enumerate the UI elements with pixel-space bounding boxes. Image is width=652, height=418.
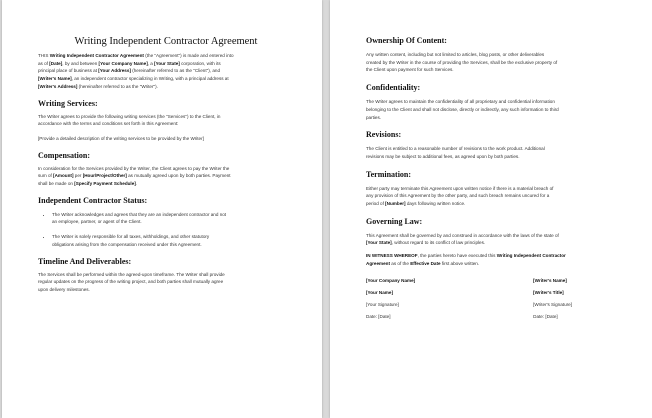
intro-text: corporation, with its [179, 60, 221, 66]
section-heading-revisions: Revisions: [366, 130, 402, 140]
compensation-text: shall be made on [38, 181, 75, 187]
status-text: obligations arising from the compensation received under this Agreement. [52, 241, 202, 247]
intro-text: THIS [38, 53, 50, 58]
section-heading-timeline: Timeline And Deliverables: [38, 256, 132, 266]
revisions-text: revisions may be subject to additional fees, as agreed upon by both parties. [366, 153, 520, 159]
payment-schedule-placeholder: [Specify Payment Schedule] [74, 181, 136, 187]
witness-paragraph [366, 252, 630, 267]
company-name-placeholder: [Your Company Name] [98, 60, 148, 66]
section-heading-writing-services: Writing Services: [38, 98, 98, 108]
governing-paragraph [366, 232, 630, 247]
status-bullet-list [38, 211, 300, 249]
document-title: Writing Independent Contractor Agreement [74, 36, 258, 47]
document-page-1 [2, 0, 322, 418]
revisions-paragraph [366, 145, 630, 160]
state-placeholder: [Your State] [154, 60, 180, 66]
confidentiality-text: The Writer agrees to maintain the confidentiality of all proprietary and confidential information [366, 99, 555, 105]
section-heading-termination: Termination: [366, 169, 412, 179]
rate-unit-placeholder: [Hour/Project/Other] [82, 173, 127, 179]
address-placeholder: [Your Address] [98, 68, 131, 74]
agreement-name: Agreement [366, 260, 390, 266]
services-description-placeholder: [Provide a detailed description of the writing services to be provided by the Writer] [38, 135, 204, 141]
compensation-text: . [135, 181, 138, 187]
section-heading-contractor-status: Independent Contractor Status: [38, 195, 148, 205]
ownership-paragraph [366, 51, 630, 74]
witness-text: as of the [390, 260, 411, 266]
client-date-placeholder: Date: [Date] [366, 314, 391, 320]
timeline-text: regular updates on the progress of the writing project, and both parties shall mutually agree [38, 279, 224, 285]
governing-text: , without regard to its conflict of law principles. [391, 240, 486, 246]
client-signature-placeholder: [Your Signature] [366, 301, 399, 307]
compensation-text: sum of [38, 173, 54, 179]
termination-text: days following written notice. [405, 201, 466, 207]
confidentiality-paragraph [366, 98, 630, 121]
effective-date: Effective Date [410, 260, 441, 266]
intro-paragraph [38, 52, 300, 91]
number-placeholder: [Number] [385, 201, 406, 207]
client-signature-column [366, 275, 415, 324]
confidentiality-text: parties. [366, 114, 382, 120]
intro-text: (the "Agreement") is made and entered into [143, 53, 234, 58]
intro-text: , an independent contractor specializing in Writing, with a principal address at [71, 76, 229, 82]
writer-name-placeholder: [Writer's Name] [533, 277, 567, 283]
intro-text: (hereinafter referred to as the "Client"), and [130, 68, 220, 74]
document-page-2 [330, 0, 652, 418]
intro-text: , a [147, 60, 155, 66]
signature-block [366, 275, 572, 324]
witness-heading: IN WITNESS WHEREOF [366, 253, 418, 259]
confidentiality-text: belonging to the Client and shall not disclose, directly or indirectly, any such information to third [366, 106, 559, 112]
writer-name-placeholder: [Writer's Name] [38, 76, 72, 82]
timeline-paragraph [38, 271, 300, 294]
intro-text: (hereinafter referred to as the "Writer"). [77, 83, 158, 89]
timeline-text: The Services shall be performed within the agreed-upon timeframe. The Writer shall provide [38, 271, 225, 277]
compensation-text: per [73, 173, 83, 179]
termination-text: period of [366, 201, 386, 207]
intro-text: , by and between [62, 60, 99, 66]
writer-title-placeholder: [Writer's Title] [533, 289, 564, 295]
compensation-paragraph [38, 165, 300, 188]
agreement-name: Writing Independent Contractor Agreement [49, 53, 144, 58]
revisions-text: The Client is entitled to a reasonable number of revisions to the work product. Additional [366, 146, 545, 152]
witness-text: , the parties hereto have executed this [417, 253, 497, 259]
date-placeholder: [Date] [49, 60, 63, 66]
client-name-placeholder: [Your Name] [366, 289, 393, 295]
services-text: The Writer agrees to provide the following writing services (the "Services") to the Client, in [38, 113, 221, 119]
writer-signature-column [533, 275, 572, 324]
termination-text: Either party may terminate this Agreement upon written notice if there is a material breach of [366, 185, 554, 191]
termination-text: any provision of this Agreement by the other party, and such breach remains uncured for a [366, 193, 550, 199]
company-name-placeholder: [Your Company Name] [366, 277, 416, 283]
status-text: The Writer is solely responsible for all taxes, withholdings, and other statutory [52, 234, 210, 240]
list-item [52, 233, 300, 248]
section-heading-confidentiality: Confidentiality: [366, 83, 421, 93]
state-placeholder: [Your State] [366, 240, 392, 246]
witness-text: first above written. [440, 260, 480, 266]
intro-text: principal place of business at [38, 68, 99, 74]
status-text: The Writer acknowledges and agrees that they are an independent contractor and not [52, 211, 227, 217]
compensation-text: In consideration for the Services provided by the Writer, the Client agrees to pay the Writer the [38, 165, 230, 171]
section-heading-governing-law: Governing Law: [366, 216, 423, 226]
section-heading-ownership: Ownership Of Content: [366, 36, 447, 45]
section-heading-compensation: Compensation: [38, 150, 91, 160]
governing-text: This Agreement shall be governed by and construed in accordance with the laws of the state of [366, 232, 559, 238]
intro-text: as of [38, 60, 50, 66]
agreement-name: Writing Independent Contractor [496, 253, 566, 259]
services-paragraph [38, 113, 300, 128]
writer-date-placeholder: Date: [Date] [533, 314, 558, 320]
ownership-text: created by the Writer in the course of providing the Services, shall be the exclusive property of [366, 59, 558, 65]
writer-signature-placeholder: [Writer's Signature] [533, 301, 572, 307]
services-text: accordance with the terms and conditions set forth in this Agreement: [38, 121, 179, 127]
ownership-text: the Client upon payment for such Services. [366, 67, 454, 73]
timeline-text: upon delivery milestones. [38, 286, 90, 292]
compensation-text: as mutually agreed upon by both parties. Payment [126, 173, 231, 179]
list-item [52, 211, 300, 226]
amount-placeholder: [Amount] [53, 173, 74, 179]
writer-address-placeholder: [Writer's Address] [38, 83, 78, 89]
termination-paragraph [366, 185, 630, 208]
status-text: an employee, partner, or agent of the Client. [52, 219, 142, 225]
ownership-text: Any written content, including but not limited to articles, blog posts, or other deliverables [366, 52, 545, 57]
